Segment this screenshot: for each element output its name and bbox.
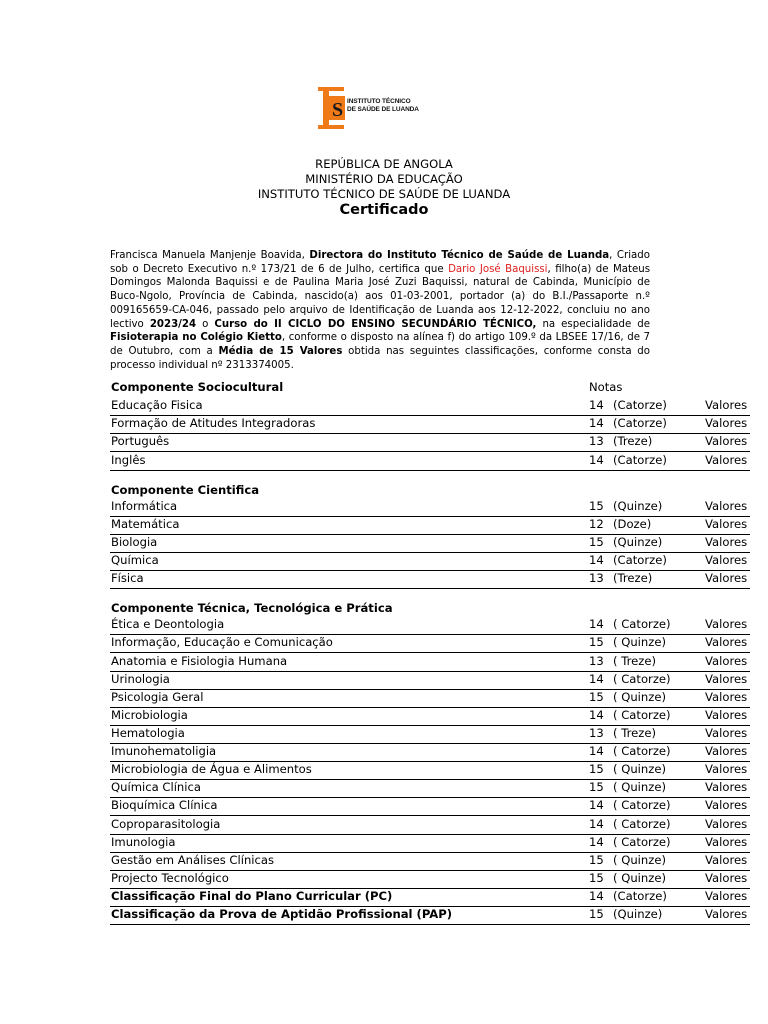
subject-name: Gestão em Análises Clínicas <box>111 853 275 867</box>
table-row <box>110 516 750 535</box>
table-row <box>110 552 750 571</box>
grade-unit: Valores <box>705 889 748 903</box>
subject-name: Projecto Tecnológico <box>111 871 229 885</box>
grade-number: 13 <box>589 571 604 585</box>
grade-unit: Valores <box>705 762 748 776</box>
grade-words: ( Catorze) <box>613 798 671 812</box>
grade-unit: Valores <box>705 817 748 831</box>
grade-unit: Valores <box>705 780 748 794</box>
grade-unit: Valores <box>705 635 748 649</box>
grade-unit: Valores <box>705 690 748 704</box>
grade-unit: Valores <box>705 871 748 885</box>
grade-words: (Quinze) <box>613 499 663 513</box>
intro-text: , filho(a) de Mateus Domingos Malonda Baquissi e de Paulina Maria José Zuzi Baquissi, natural de Cabinda, Município de Buco-Ngolo, Província de Cabinda, nascido(a) aos 01-03-2001, portador (a) do B.I./Passaporte n.º 009165659-CA-046, passado pelo arquivo de Identificação de Luanda aos 12-12-2022, concluiu no ano lectivo <box>110 263 650 330</box>
grade-number: 15 <box>589 635 604 649</box>
subject-name: Imunologia <box>111 835 176 849</box>
intro-text: obtida nas seguintes classificações, conforme consta do processo individual nº 2313374005. <box>110 345 650 371</box>
grade-number: 12 <box>589 517 604 531</box>
grade-unit: Valores <box>705 571 748 585</box>
svg-text:S: S <box>332 99 344 121</box>
student-name: Dario José Baquissi <box>448 263 548 275</box>
grade-words: (Doze) <box>613 517 652 531</box>
grade-number: 14 <box>589 416 604 430</box>
subject-name: Urinologia <box>111 672 170 686</box>
subject-name: Educação Fisica <box>111 398 203 412</box>
grade-unit: Valores <box>705 434 748 448</box>
grade-number: 15 <box>589 690 604 704</box>
logo-text <box>347 98 419 114</box>
subject-name: Anatomia e Fisiologia Humana <box>111 654 288 668</box>
grade-number: 15 <box>589 762 604 776</box>
grade-number: 14 <box>589 835 604 849</box>
table-row <box>110 653 750 672</box>
grade-number: 14 <box>589 708 604 722</box>
grade-number: 14 <box>589 553 604 567</box>
subject-name: Ética e Deontologia <box>111 617 225 631</box>
header-line-republic: REPÚBLICA DE ANGOLA <box>315 157 453 171</box>
intro-text: , Criado sob o Decreto Executivo n.º 173/21 de 6 de Julho, certifica que <box>110 250 650 275</box>
course-name: Curso do II CICLO DO ENSINO SECUNDÁRIO TÉCNICO, <box>214 318 537 330</box>
section-title-sociocultural: Componente Sociocultural <box>111 380 284 394</box>
table-row <box>110 397 750 416</box>
table-row <box>110 616 750 635</box>
grade-number: 15 <box>589 853 604 867</box>
subject-name: Matemática <box>111 517 180 531</box>
subject-name: Classificação da Prova de Aptidão Profissional (PAP) <box>111 907 453 921</box>
grade-unit: Valores <box>705 835 748 849</box>
grade-unit: Valores <box>705 654 748 668</box>
table-row <box>110 834 750 853</box>
grade-words: ( Catorze) <box>613 835 671 849</box>
grade-words: (Catorze) <box>613 453 667 467</box>
grade-unit: Valores <box>705 535 748 549</box>
grade-words: ( Quinze) <box>613 871 666 885</box>
table-row <box>110 797 750 816</box>
grade-unit: Valores <box>705 553 748 567</box>
grade-words: ( Catorze) <box>613 617 671 631</box>
grade-number: 15 <box>589 871 604 885</box>
subject-name: Hematologia <box>111 726 185 740</box>
subject-name: Psicologia Geral <box>111 690 204 704</box>
subject-name: Microbiologia <box>111 708 188 722</box>
grade-number: 14 <box>589 798 604 812</box>
grade-words: ( Catorze) <box>613 672 671 686</box>
table-row <box>110 415 750 434</box>
subject-name: Classificação Final do Plano Curricular (PC) <box>111 889 393 903</box>
grade-unit: Valores <box>705 672 748 686</box>
grade-words: (Catorze) <box>613 889 667 903</box>
subject-name: Formação de Atitudes Integradoras <box>111 416 316 430</box>
table-row <box>110 852 750 871</box>
table-row <box>110 743 750 762</box>
subject-name: Biologia <box>111 535 158 549</box>
table-row <box>110 870 750 889</box>
grade-unit: Valores <box>705 499 748 513</box>
grade-words: (Treze) <box>613 571 653 585</box>
grade-words: (Catorze) <box>613 553 667 567</box>
grade-number: 15 <box>589 535 604 549</box>
average-grade: Média de 15 Valores <box>218 345 343 357</box>
grade-unit: Valores <box>705 726 748 740</box>
subject-name: Física <box>111 571 144 585</box>
subject-name: Microbiologia de Água e Alimentos <box>111 762 312 776</box>
certificate-statement <box>110 249 650 372</box>
grade-words: (Treze) <box>613 434 653 448</box>
grade-words: ( Quinze) <box>613 853 666 867</box>
grade-number: 14 <box>589 398 604 412</box>
grade-number: 15 <box>589 780 604 794</box>
grade-unit: Valores <box>705 744 748 758</box>
table-row-final-pc <box>110 888 750 907</box>
grade-words: ( Catorze) <box>613 744 671 758</box>
logo-text-line2: DE SAÚDE DE LUANDA <box>347 106 419 113</box>
table-row-final-pap <box>110 906 750 925</box>
subject-name: Coproparasitologia <box>111 817 221 831</box>
table-row <box>110 433 750 452</box>
grade-words: ( Treze) <box>613 654 656 668</box>
logo-text-line1: INSTITUTO TÉCNICO <box>347 98 411 105</box>
grade-number: 14 <box>589 889 604 903</box>
table-row <box>110 779 750 798</box>
table-row <box>110 634 750 653</box>
table-row <box>110 498 750 517</box>
grade-words: (Catorze) <box>613 416 667 430</box>
grade-words: ( Catorze) <box>613 817 671 831</box>
subject-name: Informática <box>111 499 178 513</box>
grade-words: ( Quinze) <box>613 635 666 649</box>
grade-unit: Valores <box>705 708 748 722</box>
grade-number: 15 <box>589 907 604 921</box>
table-row <box>110 452 750 471</box>
grade-unit: Valores <box>705 853 748 867</box>
grade-unit: Valores <box>705 617 748 631</box>
grade-unit: Valores <box>705 798 748 812</box>
grade-unit: Valores <box>705 907 748 921</box>
grade-words: ( Quinze) <box>613 780 666 794</box>
subject-name: Informação, Educação e Comunicação <box>111 635 333 649</box>
intro-text: o <box>196 318 215 330</box>
subject-name: Inglês <box>111 453 146 467</box>
section-title-cientifica: Componente Cientifica <box>111 483 260 497</box>
table-row <box>110 816 750 835</box>
grade-number: 13 <box>589 726 604 740</box>
grade-number: 14 <box>589 744 604 758</box>
director-title: Directora do Instituto Técnico de Saúde de Luanda <box>309 250 610 261</box>
notas-header: Notas <box>589 380 623 394</box>
grade-words: (Quinze) <box>613 535 663 549</box>
table-row <box>110 725 750 744</box>
grade-unit: Valores <box>705 517 748 531</box>
section-title-tecnica: Componente Técnica, Tecnológica e Prática <box>111 601 393 615</box>
grade-number: 13 <box>589 654 604 668</box>
grade-words: ( Quinze) <box>613 690 666 704</box>
grade-number: 14 <box>589 453 604 467</box>
table-row <box>110 707 750 726</box>
table-row <box>110 534 750 553</box>
grade-number: 14 <box>589 617 604 631</box>
table-row <box>110 570 750 589</box>
subject-name: Química <box>111 553 159 567</box>
table-row <box>110 761 750 780</box>
subject-name: Português <box>111 434 170 448</box>
grade-number: 14 <box>589 672 604 686</box>
header-line-ministry: MINISTÉRIO DA EDUCAÇÃO <box>305 172 463 186</box>
document-header <box>0 157 768 202</box>
intro-text: Francisca Manuela Manjenje Boavida, <box>110 250 310 261</box>
table-row <box>110 689 750 708</box>
subject-name: Bioquímica Clínica <box>111 798 218 812</box>
grade-words: ( Treze) <box>613 726 656 740</box>
academic-year: 2023/24 <box>149 318 197 330</box>
speciality: Fisioterapia no Colégio Kietto <box>110 332 282 344</box>
grade-unit: Valores <box>705 416 748 430</box>
intro-text: na especialidade de <box>536 318 651 330</box>
grade-unit: Valores <box>705 453 748 467</box>
subject-name: Imunohematoligia <box>111 744 217 758</box>
grade-words: ( Quinze) <box>613 762 666 776</box>
grade-number: 14 <box>589 817 604 831</box>
page-title: Certificado <box>339 202 429 218</box>
grade-unit: Valores <box>705 398 748 412</box>
table-row <box>110 671 750 690</box>
header-line-institute: INSTITUTO TÉCNICO DE SAÚDE DE LUANDA <box>257 187 511 201</box>
grade-number: 13 <box>589 434 604 448</box>
grade-number: 15 <box>589 499 604 513</box>
grade-words: (Catorze) <box>613 398 667 412</box>
grade-words: ( Catorze) <box>613 708 671 722</box>
intro-text: , conforme o disposto na alínea f) do artigo 109.º da LBSEE 17/16, de 7 de Outubro, com a <box>110 332 650 357</box>
grade-words: (Quinze) <box>613 907 663 921</box>
subject-name: Química Clínica <box>111 780 201 794</box>
